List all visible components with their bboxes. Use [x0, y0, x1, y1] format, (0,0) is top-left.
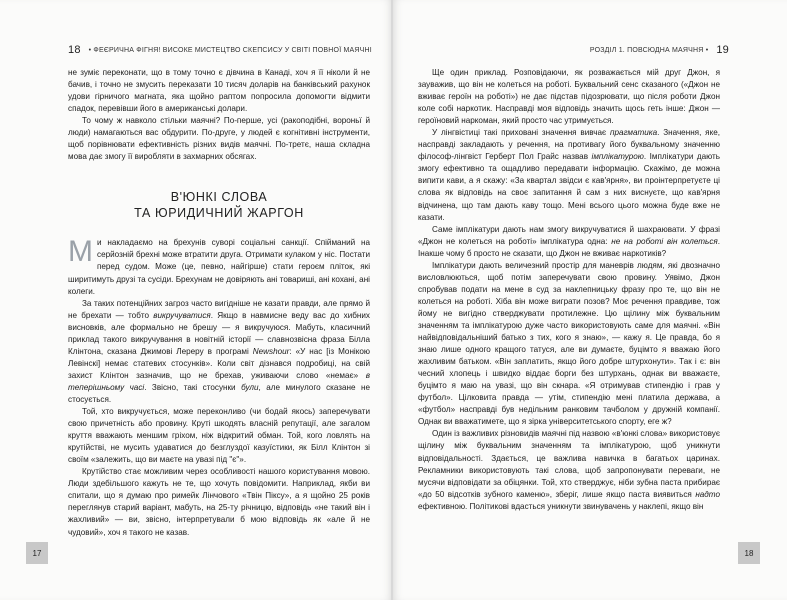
text-run: . Імплікатури дають змогу ефективно та ощадливо передавати інформацію. Скажімо, де можна випити кави, а я скажу: «За квартал звідси є кав'ярня», ви проінтерпретуєте ці слова як відповідь на своє запитання й сам з них виснуєте, що кав'ярня відчинена, що там дають каву тощо. Мені всього цього можна буде вже не казати. — [418, 152, 720, 222]
emphasis: були — [241, 382, 259, 392]
section-heading — [68, 189, 370, 221]
emphasis: імплікатурою — [591, 152, 644, 162]
paragraph — [68, 298, 370, 406]
text-run: ефективною. Політикові вдасться уникнути звинувачень у наклепі, якщо він — [418, 501, 704, 511]
paragraph — [418, 428, 720, 512]
left-page — [0, 0, 392, 600]
text-run: , але минулого сказане не стосується. — [68, 382, 371, 404]
emphasis: прагматика — [609, 128, 658, 138]
section-heading-line: В'ЮНКІ СЛОВА — [170, 190, 268, 205]
paragraph: Крутійство стає можливим через особливості нашого користування мовою. Люди здебільшого кажуть не те, що хочуть повідомити. Наприклад, якби ви спитали, що я думаю про римейк Лінчового «Твін Піксу», а я щойно 25 років переглянув старий варіант, мабуть, на 25-ту річницю, відповідь «не такий він і жахливий» — ви, звісно, інтерпретували б мою відповідь як «але й не чудовий», хоч я такого не казав. — [68, 467, 370, 537]
left-running-header — [68, 44, 372, 56]
left-folio-badge: 17 — [26, 542, 48, 564]
text-run: У лінгвістиці такі приховані значення вивчає — [432, 128, 610, 138]
left-body-text — [68, 67, 370, 539]
paragraph: То чому ж навколо стільки маячні? По-перше, усі (ракоподібні, вороньї й люди) намагаються вас обдурити. По-друге, у людей є когнітивні інструменти, щоб порівнювати ефективність різних видів маячні. По-третє, наша складна мова дає змогу її виробляти в захмарних обсягах. — [68, 116, 370, 162]
emphasis: не на роботі він колеться — [611, 236, 718, 246]
text-run: Один із важливих різновидів маячні під назвою «в'юнкі слова» використовує щілину між буквальним значенням та імплікатурою, щоб уникнути відповідальності. Здається, це важлива навичка в багатьох царинах. Рекламники використовують такі слова, щоб запропонувати переваги, не мусячи відповідати за обіцянки. Той, хто стверджує, ніби зубна паста прибирає «до 50 відсотків зубного каменю», зберіг, лише якщо паста виявиться — [418, 429, 720, 499]
right-page-number: 19 — [716, 44, 729, 56]
emphasis: Newshour — [252, 346, 290, 356]
right-running-title: РОЗДІЛ 1. ПОВСЮДНА МАЯЧНЯ • — [589, 46, 709, 54]
emphasis: викручуватися — [153, 310, 211, 320]
emphasis: в теперішньому часі — [68, 370, 370, 392]
right-running-header — [590, 44, 729, 56]
paragraph: не зуміє переконати, що в тому точно є дівчина в Канаді, хоч я її ніколи й не бачив, і точно не змусить переказати 10 тисяч доларів на банківський рахунок удови гірничого магната, яка щойно раптом попросила допомогти відмити спадок, перевівши його в американські долари. — [68, 68, 370, 114]
text-run: . Якщо в навмисне веду вас до хибних висновків, але формально не брешу — я викручуюся. Мабуть, класичний приклад такого викручування в новітній історії — славнозвісна фраза Білла Клінтона, сказана Джимові Лереру в програмі — [68, 310, 370, 356]
left-running-title: • ФЕЄРИЧНА ФІГНЯ! ВИСОКЕ МИСТЕЦТВО СКЕПСИСУ У СВІТІ ПОВНОЇ МАЯЧНІ — [88, 46, 372, 54]
text-run: . Звісно, такі стосунки — [144, 382, 242, 392]
right-folio-badge: 18 — [738, 542, 760, 564]
right-body-text — [418, 67, 720, 513]
paragraph: Ще один приклад. Розповідаючи, як розважається мій друг Джон, я зауважив, що він не колеться на роботі. Буквальний сенс сказаного («Джон не вживає героїн на роботі») не дає підстав підозрювати, що після роботи Джон коле собі наркотик. Насправді моя відповідь значить щось геть інше: Джон — героїновий наркоман, який просто час утримується. — [418, 68, 720, 126]
text-run: : «У нас [із Монікою Левінскі] немає статевих стосунків». Коли світ дізнався подробиці, на свій захист Клінтон зазначив, що не брехав, уживаючи слово «немає» — [68, 346, 370, 380]
left-page-number: 18 — [68, 44, 81, 56]
paragraph: Імплікатури дають величезний простір для маневрів людям, які двозначно висловлюються, щоб потім заперечувати свою провину. Уявімо, Джон спробував подати на мене в суд за наклепницьку фразу про те, що він не колеться на роботі. Хіба він може виграти позов? Моє речення правдиве, тож йому не вигідно стверджувати протилежне. Цю щілину між буквальним значенням та імплікатурою дуже часто використовують саме для маячні. «Він найвідповідальніший батько з тих, кого я знаю», — кажу я. Це правда, бо я знаю лише одного кращого татуся, але ви думаєте, буцімто я вважаю його жахливим батьком. «Він заплатить, якщо його добре штурхонути». Так і є: він чесний хлопець і швидко віддає борги без штурхань, однак ви вважаєте, буцімто я маю на увазі, що він скнара. «Я отримував стипендію і грав у футбол». Цілковита правда — утім, стипендію мені платила держава, а «футбол» насправді був недільним ранковим тачболом у дружній компанії. Однак ви вважатимете, що я зірка університетського спорту, еге ж? — [418, 260, 720, 427]
drop-cap: М — [68, 235, 93, 269]
text-run: . Інакше чому б просто не сказати, що Джон не вживає наркотиків? — [418, 236, 720, 258]
paragraph-text: и накладаємо на брехунів суворі соціальні санкції. Спійманий на серйозній брехні може втратити друга. Отримати кулаком у ніс. Постати перед судом. Може (це, певно, найгірше) стати героєм пліток, які ширитимуть друзі та сусіди. Брехунам не довіряють ані товариші, ані кохані, ані колеги. — [68, 238, 370, 296]
paragraph: Той, хто викручується, може переконливо (чи бодай якось) заперечувати свою причетність або провину. Круті шкодять власній репутації, але загалом круття вважають меншим гріхом, ніж відкритий обман. Той, кого ловлять на крутійстві, не мусить удаватися до безглуздої казуїстики, як Білл Клінтон зі своїм «залежить, що ви маєте на увазі під "є"». — [68, 407, 370, 465]
section-heading-line: ТА ЮРИДИЧНИЙ ЖАРГОН — [134, 206, 304, 221]
paragraph — [418, 224, 720, 260]
text-run: . Значення, яке, насправді закладають у речення, на противагу його буквальному значенню філософ-лінгвіст Герберт Пол Грайс назвав — [418, 128, 720, 162]
emphasis: надто — [695, 489, 720, 499]
paragraph — [418, 127, 720, 223]
paragraph-with-dropcap — [68, 237, 370, 297]
text-run: Саме імплікатури дають нам змогу викручуватися й шахраювати. У фразі «Джон не колеться на роботі» імплікатура одна: — [418, 224, 720, 246]
text-run: За таких потенційних загроз часто вигідніше не казати правди, але прямо й не брехати — тобто — [68, 298, 370, 320]
